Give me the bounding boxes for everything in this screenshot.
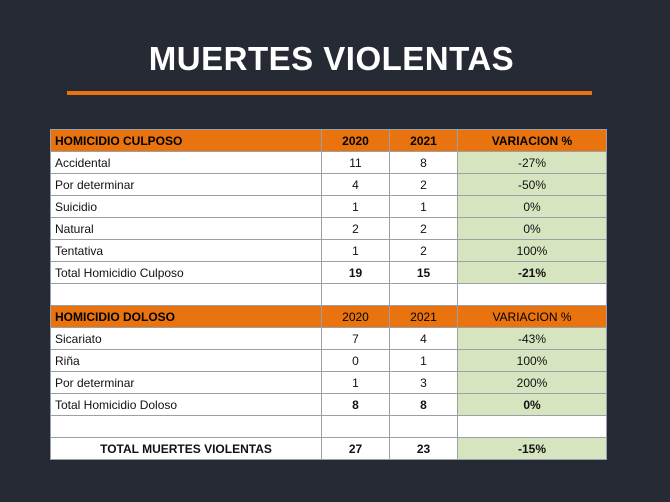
grand-total-2020: 27: [322, 438, 390, 460]
row-2020: 11: [322, 152, 390, 174]
spacer-cell: [390, 284, 458, 306]
spacer-cell: [322, 284, 390, 306]
row-2020: 7: [322, 328, 390, 350]
row-label: Sicariato: [51, 328, 322, 350]
spacer-cell: [390, 416, 458, 438]
doloso-total-2020: 8: [322, 394, 390, 416]
row-label: Tentativa: [51, 240, 322, 262]
culposo-total-row: [51, 262, 607, 284]
table-row: [51, 196, 607, 218]
row-2021: 1: [390, 350, 458, 372]
doloso-total-variacion: 0%: [458, 394, 607, 416]
spacer-cell: [458, 416, 607, 438]
culposo-total-2020: 19: [322, 262, 390, 284]
culposo-header-2020: 2020: [322, 130, 390, 152]
row-2020: 0: [322, 350, 390, 372]
table-row: [51, 350, 607, 372]
row-2020: 1: [322, 372, 390, 394]
spacer-row: [51, 416, 607, 438]
table-row: [51, 218, 607, 240]
spacer-row: [51, 284, 607, 306]
row-variacion: 0%: [458, 218, 607, 240]
culposo-header-row: [51, 130, 607, 152]
culposo-header-2021: 2021: [390, 130, 458, 152]
row-label: Por determinar: [51, 372, 322, 394]
culposo-header-variacion: VARIACION %: [458, 130, 607, 152]
row-2021: 2: [390, 218, 458, 240]
row-label: Por determinar: [51, 174, 322, 196]
doloso-header-row: [51, 306, 607, 328]
row-2021: 4: [390, 328, 458, 350]
table-row: [51, 372, 607, 394]
table-row: [51, 240, 607, 262]
doloso-total-row: [51, 394, 607, 416]
row-variacion: -50%: [458, 174, 607, 196]
row-2020: 1: [322, 240, 390, 262]
row-variacion: -27%: [458, 152, 607, 174]
row-2020: 2: [322, 218, 390, 240]
row-2021: 2: [390, 240, 458, 262]
culposo-total-variacion: -21%: [458, 262, 607, 284]
row-label: Suicidio: [51, 196, 322, 218]
row-variacion: 100%: [458, 350, 607, 372]
muertes-table: [50, 129, 607, 460]
row-2020: 1: [322, 196, 390, 218]
spacer-cell: [458, 284, 607, 306]
row-variacion: -43%: [458, 328, 607, 350]
row-variacion: 100%: [458, 240, 607, 262]
table-row: [51, 152, 607, 174]
row-2021: 1: [390, 196, 458, 218]
row-2021: 8: [390, 152, 458, 174]
row-2021: 3: [390, 372, 458, 394]
culposo-header-label: HOMICIDIO CULPOSO: [51, 130, 322, 152]
grand-total-row: [51, 438, 607, 460]
grand-total-label: TOTAL MUERTES VIOLENTAS: [51, 438, 322, 460]
grand-total-variacion: -15%: [458, 438, 607, 460]
doloso-total-label: Total Homicidio Doloso: [51, 394, 322, 416]
row-2021: 2: [390, 174, 458, 196]
title-underline: [67, 91, 592, 95]
table-row: [51, 328, 607, 350]
table-row: [51, 174, 607, 196]
doloso-header-label: HOMICIDIO DOLOSO: [51, 306, 322, 328]
row-2020: 4: [322, 174, 390, 196]
row-label: Natural: [51, 218, 322, 240]
row-label: Riña: [51, 350, 322, 372]
row-label: Accidental: [51, 152, 322, 174]
culposo-total-label: Total Homicidio Culposo: [51, 262, 322, 284]
spacer-cell: [322, 416, 390, 438]
page-title: [0, 40, 670, 78]
row-variacion: 0%: [458, 196, 607, 218]
doloso-header-variacion: VARIACION %: [458, 306, 607, 328]
culposo-total-2021: 15: [390, 262, 458, 284]
spacer-cell: [51, 416, 322, 438]
page-title-text: MUERTES VIOLENTAS: [148, 40, 515, 77]
grand-total-2021: 23: [390, 438, 458, 460]
row-variacion: 200%: [458, 372, 607, 394]
doloso-header-2020: 2020: [322, 306, 390, 328]
doloso-header-2021: 2021: [390, 306, 458, 328]
doloso-total-2021: 8: [390, 394, 458, 416]
spacer-cell: [51, 284, 322, 306]
